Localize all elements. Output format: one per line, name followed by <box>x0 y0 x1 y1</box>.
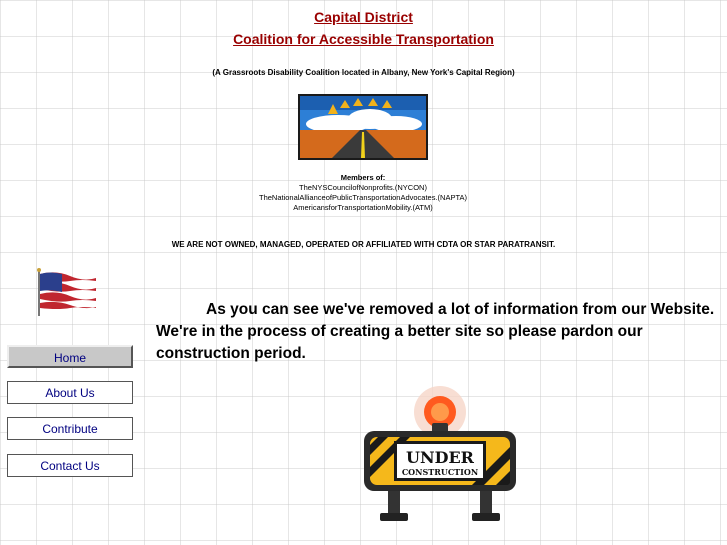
member-org: TheNationalAllianceofPublicTransportationAdvocates.(NAPTA) <box>258 193 467 202</box>
site-subtitle: (A Grassroots Disability Coalition located in Albany, New York's Capital Region) <box>212 68 515 77</box>
sign-text-under: UNDER <box>406 448 474 467</box>
members-section <box>213 173 513 213</box>
sign-text-construction: CONSTRUCTION <box>401 467 479 477</box>
member-org: TheNYSCouncilofNonprofits.(NYCON) <box>299 183 427 192</box>
site-title-line1: Capital District <box>314 9 413 25</box>
construction-message <box>156 299 716 365</box>
road-banner-image <box>298 94 428 160</box>
members-heading: Members of: <box>340 173 386 182</box>
affiliation-notice: WE ARE NOT OWNED, MANAGED, OPERATED OR AFFILIATED WITH CDTA OR STAR PARATRANSIT. <box>171 240 556 249</box>
nav-home-button[interactable]: Home <box>7 345 133 368</box>
us-flag-icon <box>36 268 98 316</box>
construction-message-text: As you can see we've removed a lot of information from our Website. We're in the process of creating a better site so please pardon our construction period. <box>156 301 715 362</box>
site-title-line2: Coalition for Accessible Transportation <box>233 31 494 47</box>
nav-contribute-button[interactable]: Contribute <box>7 417 133 440</box>
under-construction-sign <box>360 385 520 523</box>
member-org: AmericansforTransportationMobility.(ATM) <box>293 203 433 212</box>
nav-about-us-button[interactable]: About Us <box>7 381 133 404</box>
nav-contact-us-button[interactable]: Contact Us <box>7 454 133 477</box>
